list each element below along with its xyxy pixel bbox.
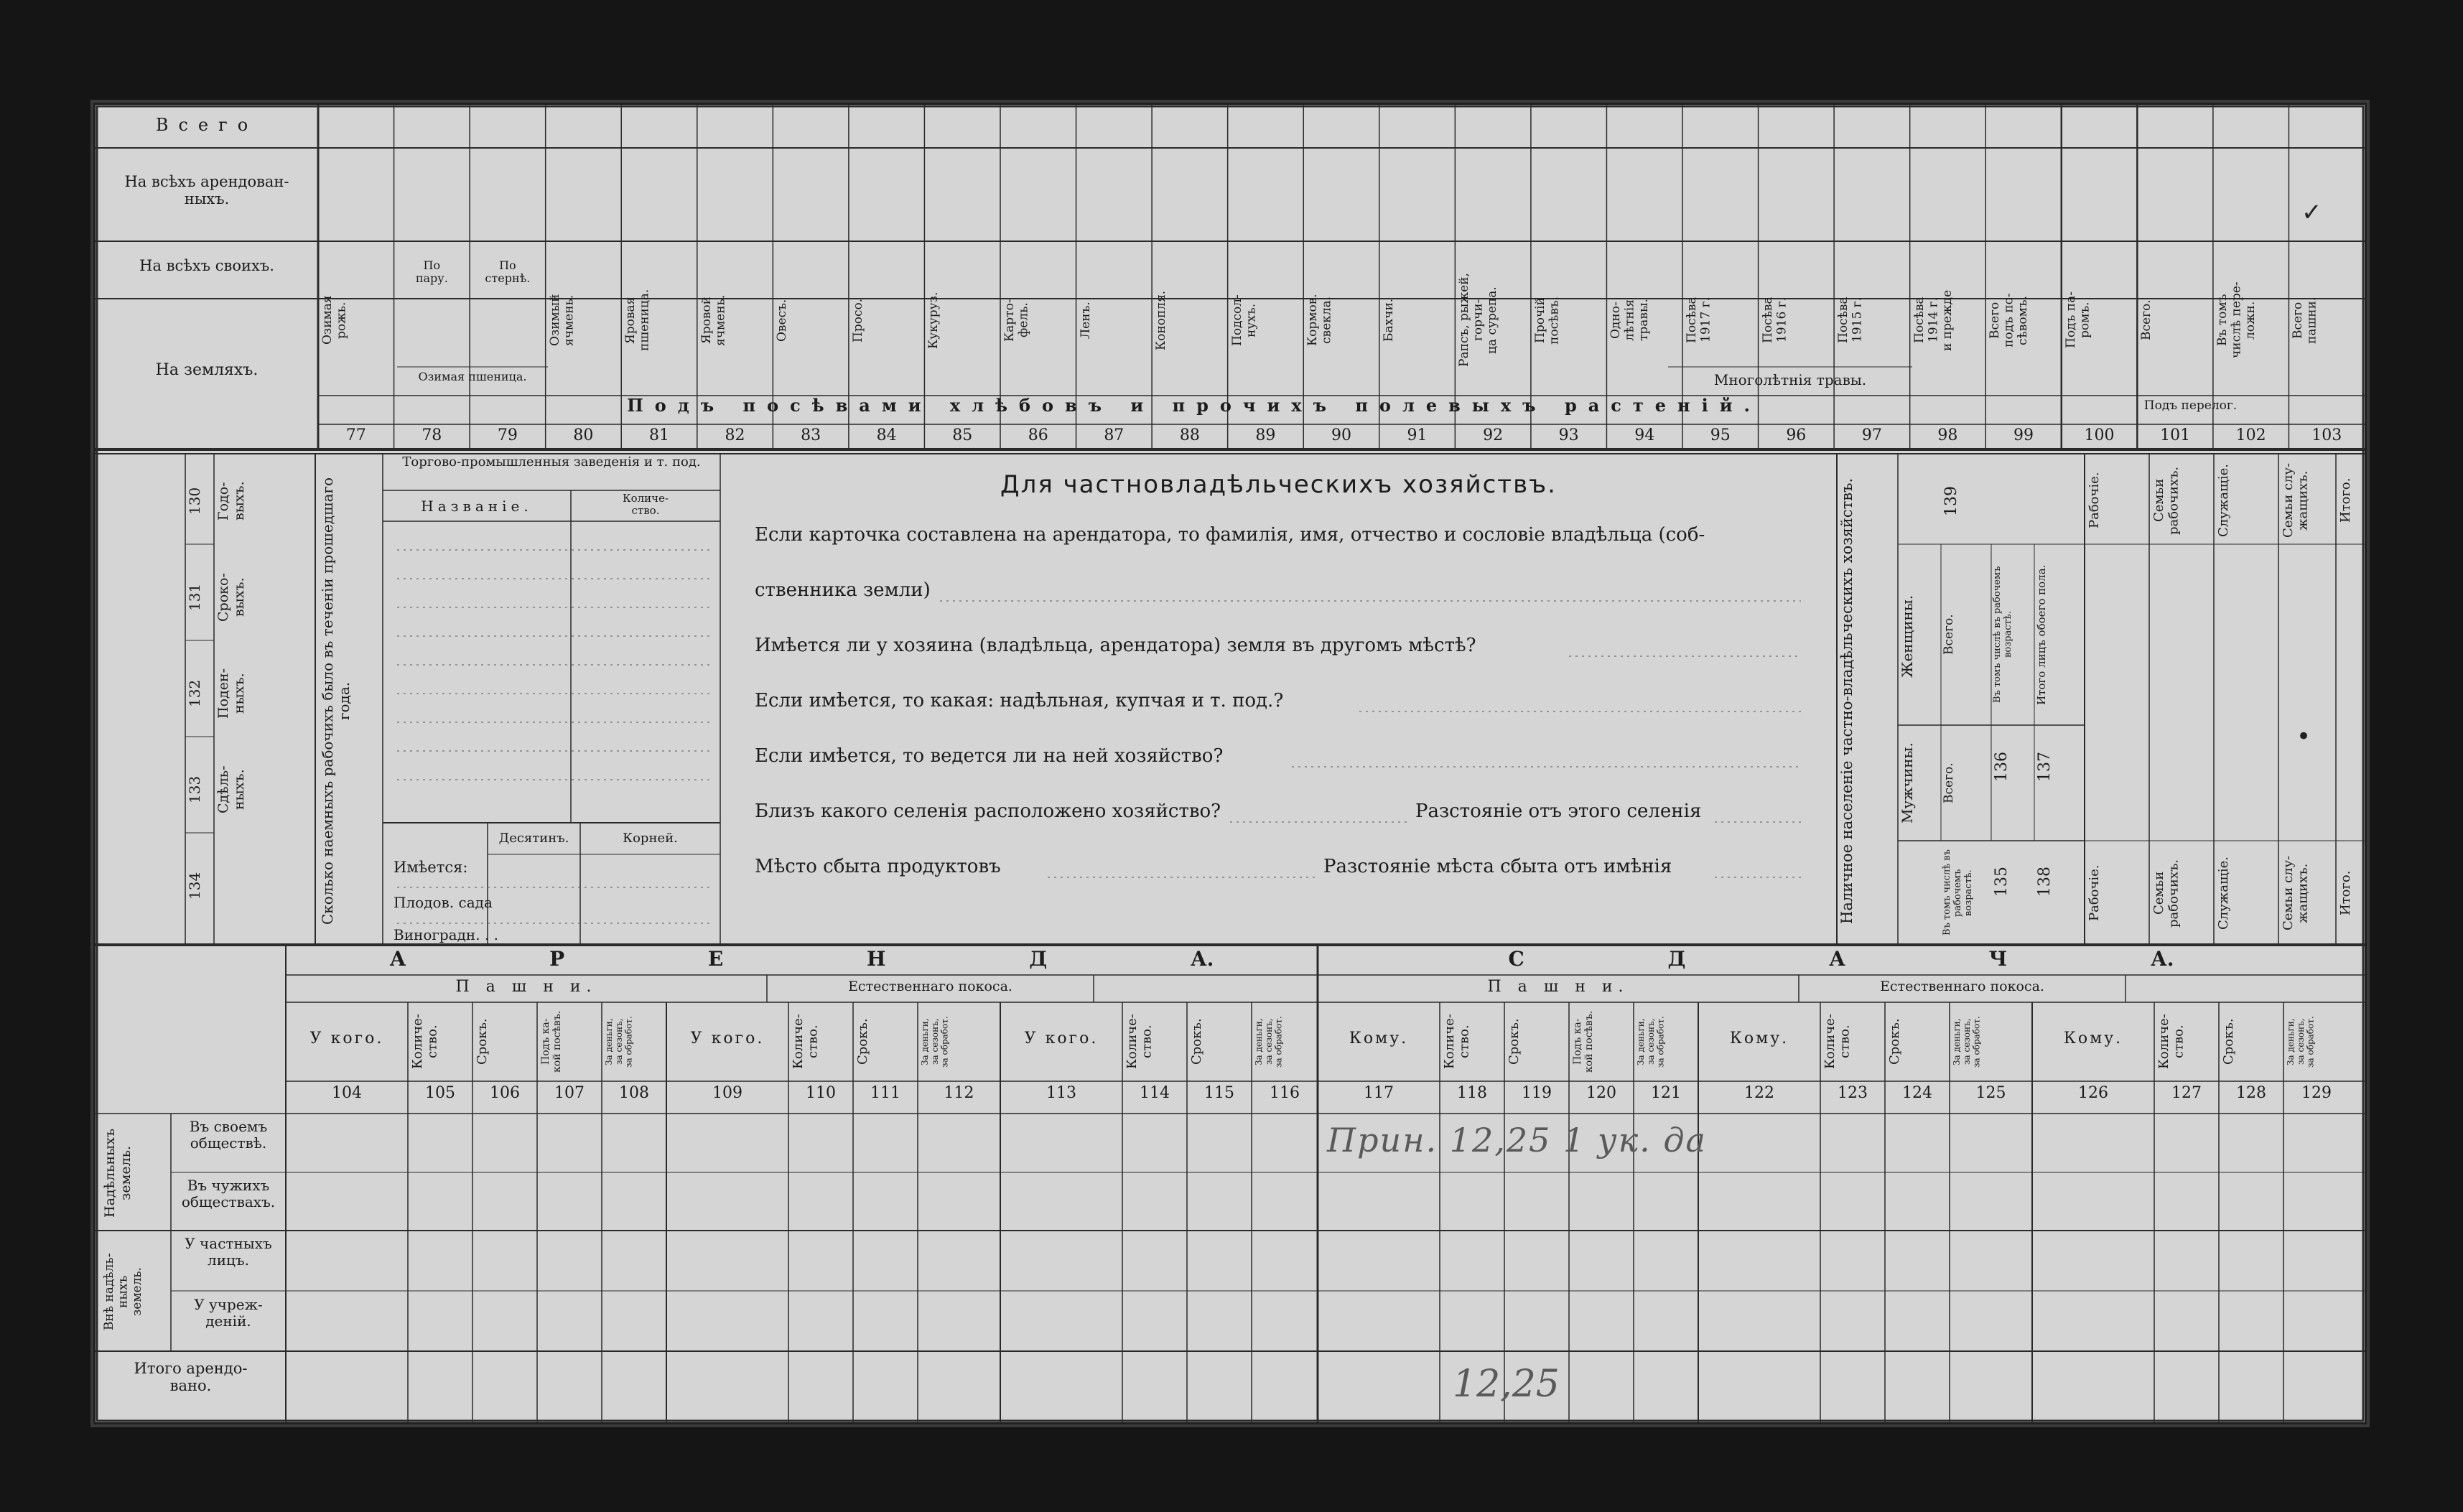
columns_sdacha-num-127: 127 — [2171, 1084, 2202, 1102]
handwritten-total: 12,25 — [1453, 1363, 1560, 1406]
columns_sdacha-header-124: Срокъ. — [1887, 1018, 1902, 1065]
pop-right-top-3: Семьи слу- жащихъ. — [2281, 462, 2311, 538]
columns_sdacha-num-128: 128 — [2236, 1084, 2266, 1102]
private-farms-line3: Имѣется ли у хозяина (владѣльца, арендатора) земля въ другомъ мѣстѣ? — [755, 635, 1476, 656]
worker-num-132: 132 — [186, 679, 203, 708]
label-desyatin: Десятинъ. — [498, 831, 569, 846]
sdacha-pashni: П а ш н и. — [1487, 978, 1629, 996]
group-mnogoletnie: Многолѣтнiя травы. — [1713, 371, 1867, 388]
row-group-nadelnyh: Надѣльныхъ земель. — [102, 1128, 134, 1218]
hired-workers-caption: Сколько наемныхъ рабочихъ было въ теченiи прошедшаго года. — [319, 477, 353, 925]
columns_sdacha-num-119: 119 — [1522, 1084, 1552, 1102]
crop-header-97: Посѣва 1915 г. — [1836, 297, 1865, 344]
crop-header-81: Яровая пшеница. — [623, 289, 652, 352]
label-plodov-sada: Плодов. сада — [394, 894, 493, 911]
columns_arenda-header-112: За деньги, за сезонъ, за обработ. — [920, 1016, 950, 1068]
trade-kolichestvo: Количе- ство. — [622, 492, 669, 518]
crop-header-102: Въ томъ числѣ пере- ложн. — [2215, 281, 2258, 359]
crop-num-89: 89 — [1255, 426, 1276, 444]
census-card — [93, 103, 2367, 1424]
crop-header-77: Озимая рожь. — [320, 295, 349, 345]
columns_sdacha-header-118: Количе- ство. — [1442, 1014, 1472, 1070]
crop-num-97: 97 — [1861, 426, 1882, 444]
crop-header-80: Озимый ячмень. — [547, 294, 577, 347]
crop-header-92: Рапсъ, рыжей, горчи- ца сурепа. — [1457, 273, 1500, 368]
crop-num-84: 84 — [876, 426, 897, 444]
crop-num-103: 103 — [2311, 426, 2342, 444]
columns_sdacha-num-120: 120 — [1586, 1084, 1616, 1102]
columns_arenda-num-109: 109 — [712, 1084, 742, 1102]
private-farms-line2: ственника земли) — [755, 579, 931, 601]
crop-header-83: Овесъ. — [775, 299, 790, 342]
crop-header-100: Подъ па- ромъ. — [2063, 291, 2092, 349]
pop-itogo: Итого лицъ обоего пола. — [2035, 564, 2048, 705]
crop-header-78: По пару. — [415, 258, 448, 286]
crop-num-77: 77 — [345, 426, 366, 444]
private-farms-line7b: Разстоянiе мѣста сбыта отъ имѣнiя — [1323, 856, 1672, 877]
pop-right-bottom-0: Рабочiе. — [2087, 864, 2102, 922]
columns_arenda-num-112: 112 — [944, 1084, 974, 1102]
trade-title: Торгово-промышленныя заведенiя и т. под. — [402, 454, 701, 470]
crop-num-91: 91 — [1407, 426, 1428, 444]
row-v-svoem: Въ своемъ обществѣ. — [189, 1118, 268, 1152]
crop-num-102: 102 — [2235, 426, 2266, 444]
crop-num-96: 96 — [1786, 426, 1807, 444]
group-ozimaya-pshenica: Озимая пшеница. — [418, 370, 527, 383]
crop-header-96: Посѣва 1916 г. — [1760, 297, 1789, 344]
crop-header-85: Кукуруз. — [926, 291, 941, 349]
pop-right-top-2: Служащiе. — [2216, 464, 2231, 537]
private-farms-line7a: Мѣсто сбыта продуктовъ — [755, 856, 1001, 877]
crop-num-86: 86 — [1028, 426, 1048, 444]
pop-right-bottom-4: Итого. — [2338, 870, 2353, 916]
arenda-pashni: П а ш н и. — [455, 978, 597, 996]
row-group-vne-nadelnyh: Внѣ надѣль- ныхъ земель. — [102, 1253, 145, 1330]
columns_arenda-header-115: Срокъ. — [1189, 1018, 1204, 1065]
columns_sdacha-num-126: 126 — [2078, 1084, 2108, 1102]
private-farms-title: Для частновладѣльческихъ хозяйствъ. — [1000, 470, 1557, 499]
crop-header-99: Всего подъ по- сѣвомъ. — [1988, 293, 2031, 347]
columns_arenda-num-116: 116 — [1270, 1084, 1300, 1102]
label-imeetsya: Имѣется: — [394, 859, 468, 876]
columns_sdacha-header-123: Количе- ство. — [1822, 1014, 1853, 1070]
crop-header-91: Бахчи. — [1381, 298, 1396, 342]
columns_arenda-num-110: 110 — [806, 1084, 836, 1102]
columns_arenda-header-116: За деньги, за сезонъ, за обработ. — [1254, 1016, 1284, 1068]
crop-header-84: Просо. — [850, 298, 865, 342]
pop-women-vsego: Всего. — [1942, 614, 1956, 655]
worker-label-130: Годо- выхъ. — [215, 481, 247, 521]
columns_arenda-num-113: 113 — [1046, 1084, 1076, 1102]
crop-header-103: Всего пашни. — [2291, 297, 2319, 344]
private-farms-line5: Если имѣется, то ведется ли на ней хозяйство? — [755, 745, 1224, 767]
pop-men-working: Въ томъ числѣ въ рабочемъ возрастѣ. — [1942, 849, 1974, 936]
population-men: Мужчины. — [1899, 742, 1916, 824]
crop-header-90: Кормов. свекла. — [1305, 294, 1334, 347]
stray-mark-1: ✓ — [2301, 198, 2322, 227]
crop-num-95: 95 — [1710, 426, 1731, 444]
crop-header-87: Ленъ. — [1078, 302, 1093, 339]
columns_sdacha-num-124: 124 — [1902, 1084, 1932, 1102]
crop-header-82: Яровой ячмень. — [699, 294, 728, 346]
row-u-uchrezhdeniy: У учреж- денiй. — [194, 1296, 263, 1330]
columns_arenda-header-114: Количе- ство. — [1125, 1014, 1155, 1070]
pop-right-bottom-3: Семьи слу- жащихъ. — [2281, 855, 2311, 931]
columns_sdacha-num-121: 121 — [1651, 1084, 1681, 1102]
arenda-title: А Р Е Н Д А. — [389, 947, 1214, 971]
columns_sdacha-header-120: Подъ ка- кой посѣвъ. — [1572, 1010, 1596, 1073]
trade-nazvanie: Названiе. — [421, 498, 533, 515]
columns_sdacha-num-129: 129 — [2301, 1084, 2332, 1102]
private-farms-line4: Если имѣется, то какая: надѣльная, купчая и т. под.? — [755, 690, 1284, 711]
columns_arenda-header-113: У кого. — [1024, 1030, 1099, 1047]
pop-right-top-1: Семьи рабочихъ. — [2151, 466, 2182, 535]
crop-num-92: 92 — [1483, 426, 1504, 444]
crop-header-79: По стернѣ. — [485, 258, 531, 286]
columns_sdacha-header-119: Срокъ. — [1507, 1018, 1522, 1065]
pop-num-135: 135 — [1993, 867, 2011, 897]
group-pod-posevami: Подъ посѣвами хлѣбовъ и прочихъ полевыхъ растенiй. — [627, 395, 1761, 416]
crop-num-98: 98 — [1937, 426, 1958, 444]
pop-right-bottom-1: Семьи рабочихъ. — [2151, 859, 2182, 928]
columns_arenda-header-107: Подъ ка- кой посѣвъ. — [540, 1010, 564, 1073]
pop-right-top-4: Итого. — [2338, 477, 2353, 523]
crop-header-86: Карто- фель. — [1002, 299, 1031, 342]
private-farms-line6a: Близъ какого селенiя расположено хозяйство? — [755, 801, 1221, 822]
worker-num-133: 133 — [186, 775, 203, 804]
crop-num-85: 85 — [952, 426, 973, 444]
columns_sdacha-header-117: Кому. — [1349, 1030, 1409, 1047]
columns_sdacha-num-122: 122 — [1744, 1084, 1774, 1102]
crop-header-101: Всего. — [2139, 299, 2154, 341]
crop-num-101: 101 — [2160, 426, 2191, 444]
pop-num-139: 139 — [1942, 486, 1960, 517]
columns_sdacha-header-125: За деньги, за сезонъ, за обработ. — [1952, 1016, 1982, 1068]
worker-label-132: Поден- ныхъ. — [215, 668, 247, 719]
crop-num-79: 79 — [497, 426, 518, 444]
private-farms-line1: Если карточка составлена на арендатора, то фамилiя, имя, отчество и сословiе владѣльца (соб- — [755, 524, 1705, 546]
columns_sdacha-header-126: Кому. — [2063, 1030, 2123, 1047]
crop-num-88: 88 — [1179, 426, 1200, 444]
crop-num-100: 100 — [2084, 426, 2115, 444]
columns_sdacha-num-117: 117 — [1364, 1084, 1394, 1102]
columns_sdacha-header-127: Количе- ство. — [2156, 1014, 2187, 1070]
columns_arenda-num-106: 106 — [490, 1084, 520, 1102]
crop-num-90: 90 — [1331, 426, 1351, 444]
crop-header-88: Конопля. — [1154, 290, 1169, 350]
pop-right-top-0: Рабочiе. — [2087, 472, 2102, 529]
label-vinogradn: Виноградн. . . — [394, 926, 499, 943]
pop-num-137: 137 — [2036, 752, 2054, 783]
crop-header-94: Одно- лѣтнiя травы. — [1608, 299, 1652, 342]
columns_arenda-header-108: За деньги, за сезонъ, за обработ. — [604, 1016, 634, 1068]
columns_sdacha-header-121: За деньги, за сезонъ, за обработ. — [1636, 1016, 1666, 1068]
stray-mark-2: • — [2296, 722, 2311, 751]
columns_sdacha-header-122: Кому. — [1729, 1030, 1789, 1047]
columns_arenda-num-111: 111 — [870, 1084, 900, 1102]
crop-header-93: Прочiй посѣвъ. — [1532, 296, 1562, 345]
worker-label-133: Сдѣль- ныхъ. — [215, 765, 247, 814]
crop-num-81: 81 — [648, 426, 669, 444]
row-label-arendovannyh: На всѣхъ арендован- ныхъ. — [124, 173, 289, 208]
columns_arenda-num-115: 115 — [1204, 1084, 1234, 1102]
pop-women-working: Въ томъ числѣ въ рабочемъ возрастѣ. — [1992, 566, 2013, 704]
crop-num-87: 87 — [1104, 426, 1125, 444]
worker-num-130: 130 — [186, 487, 203, 515]
pop-men-vsego: Всего. — [1942, 762, 1956, 804]
columns_sdacha-num-118: 118 — [1457, 1084, 1487, 1102]
sdacha-pokos: Естественнаго покоса. — [1880, 979, 2044, 994]
group-pod-perelog: Подъ перелог. — [2143, 398, 2238, 413]
pop-num-136: 136 — [1993, 752, 2011, 783]
crop-header-98: Посѣва 1914 г. и прежде — [1912, 289, 1955, 351]
columns_arenda-num-108: 108 — [619, 1084, 649, 1102]
columns_sdacha-header-129: За деньги, за сезонъ, за обработ. — [2286, 1016, 2316, 1068]
row-label-svoih: На всѣхъ своихъ. — [139, 257, 274, 274]
columns_arenda-num-114: 114 — [1140, 1084, 1170, 1102]
columns_arenda-num-107: 107 — [554, 1084, 585, 1102]
crop-num-78: 78 — [422, 426, 442, 444]
handwritten-entry-row1: Прин. 12,25 1 ук. да — [1327, 1121, 1707, 1159]
crop-num-82: 82 — [725, 426, 745, 444]
worker-num-134: 134 — [186, 872, 203, 900]
pop-right-bottom-2: Служащiе. — [2216, 857, 2231, 930]
worker-label-131: Сроко- выхъ. — [215, 573, 247, 622]
crop-num-99: 99 — [2013, 426, 2034, 444]
crop-header-95: Посѣва 1917 г. — [1685, 297, 1713, 344]
row-v-chuzhih: Въ чужихъ обществахъ. — [181, 1177, 276, 1210]
worker-num-131: 131 — [186, 583, 203, 612]
pop-num-138: 138 — [2036, 867, 2054, 897]
arenda-pokos: Естественнаго покоса. — [848, 979, 1012, 994]
row-label-na-zemlyah: На земляхъ. — [155, 361, 259, 379]
sdacha-title: С Д А Ч А. — [1508, 947, 2174, 971]
columns_arenda-header-110: Количе- ство. — [791, 1014, 821, 1070]
columns_arenda-header-111: Срокъ. — [855, 1018, 870, 1065]
crop-num-83: 83 — [801, 426, 821, 444]
crop-num-93: 93 — [1558, 426, 1579, 444]
row-label-vsego: Всего — [155, 115, 259, 135]
population-title: Наличное населенiе частно-владѣльческихъ хозяйствъ. — [1838, 477, 1856, 924]
columns_arenda-num-104: 104 — [332, 1084, 362, 1102]
columns_arenda-header-104: У кого. — [309, 1030, 384, 1047]
columns_sdacha-num-123: 123 — [1838, 1084, 1868, 1102]
crop-header-89: Подсол- нухъ. — [1229, 294, 1259, 346]
population-women: Женщины. — [1899, 594, 1916, 678]
columns_arenda-header-109: У кого. — [690, 1030, 765, 1047]
columns_sdacha-header-128: Срокъ. — [2221, 1018, 2236, 1065]
private-farms-line6b: Разстоянiе отъ этого селенiя — [1415, 801, 1702, 822]
columns_arenda-header-105: Количе- ство. — [410, 1014, 440, 1070]
columns_sdacha-num-125: 125 — [1975, 1084, 2006, 1102]
columns_arenda-num-105: 105 — [425, 1084, 455, 1102]
row-u-chastnyh: У частныхъ лицъ. — [185, 1235, 272, 1269]
crop-num-80: 80 — [573, 426, 594, 444]
crop-num-94: 94 — [1634, 426, 1655, 444]
row-itogo: Итого арендо- вано. — [134, 1360, 248, 1395]
label-korney: Корней. — [623, 831, 678, 846]
columns_arenda-header-106: Срокъ. — [475, 1018, 490, 1065]
